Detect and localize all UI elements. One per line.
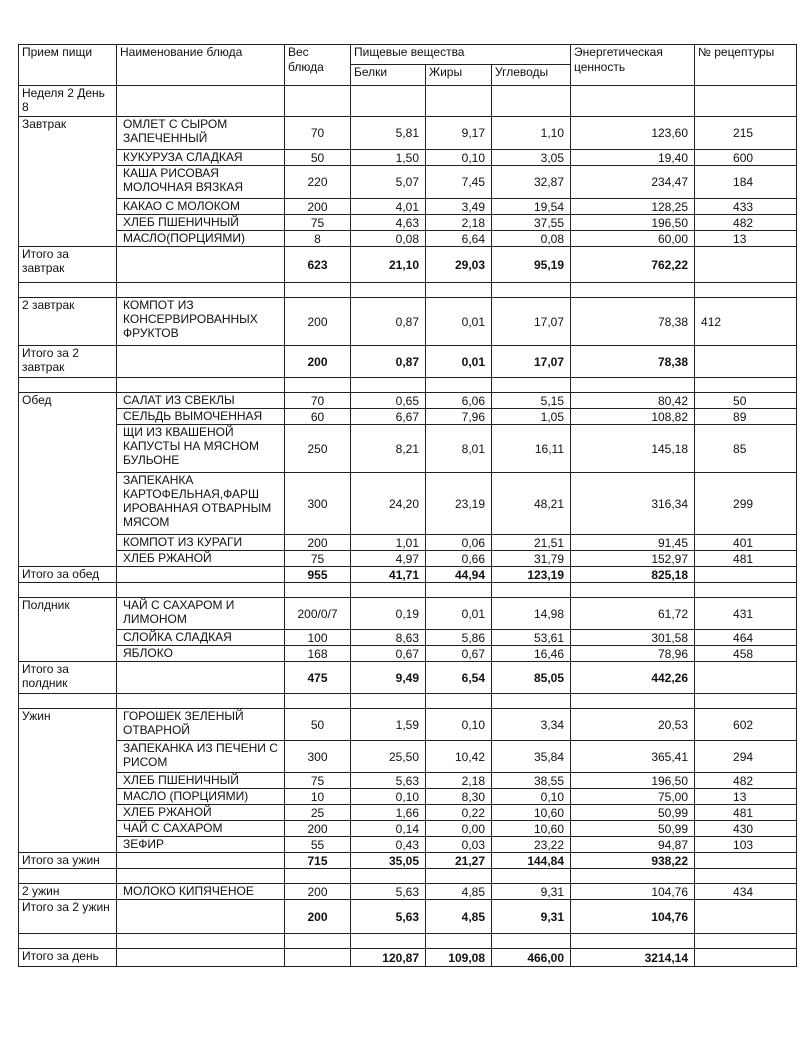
dish-energy: 19,40 (571, 150, 695, 166)
dish-fat: 0,06 (426, 535, 492, 551)
dish-weight: 8 (285, 231, 351, 247)
meal-total-row (19, 247, 797, 283)
dish-row (19, 773, 797, 789)
dish-row (19, 805, 797, 821)
dish-protein: 5,07 (351, 166, 426, 199)
meal-total-fat: 4,85 (426, 900, 492, 934)
meal-name: Завтрак (19, 117, 117, 247)
dish-recipe-number: 299 (695, 473, 797, 535)
dish-recipe-number: 294 (695, 741, 797, 773)
dish-protein: 5,63 (351, 773, 426, 789)
dish-carbs: 48,21 (492, 473, 571, 535)
menu-sheet (18, 44, 796, 967)
meal-total-fat: 29,03 (426, 247, 492, 283)
dish-weight: 250 (285, 425, 351, 473)
dish-protein: 0,67 (351, 646, 426, 662)
meal-total-label: Итого за обед (19, 567, 117, 583)
dish-protein: 24,20 (351, 473, 426, 535)
dish-fat: 7,96 (426, 409, 492, 425)
dish-name: ГОРОШЕК ЗЕЛЕНЫЙ ОТВАРНОЙ (117, 709, 285, 741)
dish-carbs: 23,22 (492, 837, 571, 853)
dish-energy: 316,34 (571, 473, 695, 535)
meal-total-protein: 35,05 (351, 853, 426, 869)
dish-carbs: 0,08 (492, 231, 571, 247)
dish-name: ОМЛЕТ С СЫРОМ ЗАПЕЧЕННЫЙ (117, 117, 285, 150)
dish-fat: 2,18 (426, 773, 492, 789)
dish-fat: 0,01 (426, 298, 492, 346)
meal-total-label: Итого за ужин (19, 853, 117, 869)
meal-total-carbs: 9,31 (492, 900, 571, 934)
dish-weight: 75 (285, 551, 351, 567)
dish-row (19, 215, 797, 231)
dish-recipe-number: 89 (695, 409, 797, 425)
meal-total-carbs: 123,19 (492, 567, 571, 583)
dish-protein: 6,67 (351, 409, 426, 425)
day-total-protein: 120,87 (351, 949, 426, 967)
dish-recipe-number: 85 (695, 425, 797, 473)
dish-fat: 10,42 (426, 741, 492, 773)
dish-energy: 123,60 (571, 117, 695, 150)
dish-recipe-number: 482 (695, 215, 797, 231)
dish-energy: 94,87 (571, 837, 695, 853)
dish-row (19, 199, 797, 215)
dish-fat: 0,01 (426, 598, 492, 630)
dish-row (19, 741, 797, 773)
meal-total-fat: 0,01 (426, 346, 492, 378)
dish-fat: 8,01 (426, 425, 492, 473)
dish-row (19, 231, 797, 247)
day-label-row (19, 86, 797, 117)
dish-fat: 4,85 (426, 884, 492, 900)
dish-weight: 200 (285, 199, 351, 215)
dish-energy: 78,38 (571, 298, 695, 346)
dish-protein: 1,01 (351, 535, 426, 551)
dish-energy: 196,50 (571, 773, 695, 789)
dish-weight: 220 (285, 166, 351, 199)
dish-name: ЩИ ИЗ КВАШЕНОЙ КАПУСТЫ НА МЯСНОМ БУЛЬОНЕ (117, 425, 285, 473)
dish-recipe-number: 13 (695, 789, 797, 805)
meal-total-row (19, 900, 797, 934)
dish-row (19, 598, 797, 630)
dish-protein: 8,63 (351, 630, 426, 646)
spacer-row (19, 934, 797, 949)
dish-row (19, 473, 797, 535)
dish-name: ЗЕФИР (117, 837, 285, 853)
meal-total-row (19, 346, 797, 378)
dish-energy: 128,25 (571, 199, 695, 215)
meal-total-carbs: 95,19 (492, 247, 571, 283)
dish-recipe-number: 481 (695, 805, 797, 821)
dish-weight: 200/0/7 (285, 598, 351, 630)
col-header-carbs: Углеводы (492, 65, 571, 86)
dish-carbs: 5,15 (492, 393, 571, 409)
dish-fat: 0,10 (426, 150, 492, 166)
meal-total-fat: 6,54 (426, 662, 492, 694)
dish-carbs: 16,11 (492, 425, 571, 473)
dish-protein: 0,10 (351, 789, 426, 805)
dish-name: КУКУРУЗА СЛАДКАЯ (117, 150, 285, 166)
dish-energy: 20,53 (571, 709, 695, 741)
dish-row (19, 551, 797, 567)
dish-carbs: 10,60 (492, 805, 571, 821)
meal-total-fat: 44,94 (426, 567, 492, 583)
spacer-row (19, 869, 797, 884)
dish-recipe-number: 184 (695, 166, 797, 199)
dish-name: ЯБЛОКО (117, 646, 285, 662)
dish-carbs: 38,55 (492, 773, 571, 789)
dish-weight: 300 (285, 741, 351, 773)
meal-total-weight: 475 (285, 662, 351, 694)
dish-recipe-number: 215 (695, 117, 797, 150)
dish-energy: 365,41 (571, 741, 695, 773)
meal-total-energy: 762,22 (571, 247, 695, 283)
dish-recipe-number: 103 (695, 837, 797, 853)
dish-recipe-number: 458 (695, 646, 797, 662)
meal-total-energy: 442,26 (571, 662, 695, 694)
day-total-row (19, 949, 797, 967)
spacer-row (19, 694, 797, 709)
dish-weight: 168 (285, 646, 351, 662)
meal-total-energy: 938,22 (571, 853, 695, 869)
dish-recipe-number: 602 (695, 709, 797, 741)
dish-protein: 4,97 (351, 551, 426, 567)
dish-weight: 200 (285, 298, 351, 346)
dish-protein: 4,01 (351, 199, 426, 215)
dish-row (19, 646, 797, 662)
dish-name: КАКАО С МОЛОКОМ (117, 199, 285, 215)
dish-carbs: 17,07 (492, 298, 571, 346)
meal-total-label: Итого за полдник (19, 662, 117, 694)
day-total-carbs: 466,00 (492, 949, 571, 967)
dish-protein: 5,63 (351, 884, 426, 900)
dish-carbs: 3,34 (492, 709, 571, 741)
meal-total-carbs: 144,84 (492, 853, 571, 869)
dish-fat: 7,45 (426, 166, 492, 199)
dish-name: ХЛЕБ РЖАНОЙ (117, 805, 285, 821)
dish-name: КОМПОТ ИЗ КОНСЕРВИРОВАННЫХ ФРУКТОВ (117, 298, 285, 346)
dish-weight: 100 (285, 630, 351, 646)
dish-energy: 108,82 (571, 409, 695, 425)
meal-name: 2 ужин (19, 884, 117, 900)
meal-total-energy: 825,18 (571, 567, 695, 583)
dish-fat: 0,22 (426, 805, 492, 821)
meal-total-protein: 9,49 (351, 662, 426, 694)
dish-row (19, 535, 797, 551)
dish-recipe-number: 433 (695, 199, 797, 215)
menu-table-body (19, 45, 797, 967)
dish-name: ЗАПЕКАНКА КАРТОФЕЛЬНАЯ,ФАРШ ИРОВАННАЯ ОТВАРНЫМ МЯСОМ (117, 473, 285, 535)
dish-name: ХЛЕБ РЖАНОЙ (117, 551, 285, 567)
meal-name: Полдник (19, 598, 117, 662)
dish-energy: 145,18 (571, 425, 695, 473)
dish-recipe-number: 430 (695, 821, 797, 837)
dish-protein: 0,87 (351, 298, 426, 346)
dish-protein: 0,65 (351, 393, 426, 409)
dish-name: САЛАТ ИЗ СВЕКЛЫ (117, 393, 285, 409)
meal-total-weight: 200 (285, 346, 351, 378)
dish-protein: 8,21 (351, 425, 426, 473)
dish-carbs: 31,79 (492, 551, 571, 567)
dish-protein: 0,43 (351, 837, 426, 853)
dish-protein: 25,50 (351, 741, 426, 773)
dish-protein: 1,50 (351, 150, 426, 166)
dish-protein: 1,66 (351, 805, 426, 821)
dish-weight: 50 (285, 709, 351, 741)
dish-fat: 0,03 (426, 837, 492, 853)
dish-row (19, 789, 797, 805)
dish-energy: 152,97 (571, 551, 695, 567)
dish-recipe-number: 50 (695, 393, 797, 409)
dish-recipe-number: 482 (695, 773, 797, 789)
meal-total-protein: 21,10 (351, 247, 426, 283)
dish-row (19, 884, 797, 900)
dish-protein: 4,63 (351, 215, 426, 231)
meal-total-weight: 955 (285, 567, 351, 583)
col-header-nutrients: Пищевые вещества (351, 45, 571, 65)
dish-weight: 60 (285, 409, 351, 425)
dish-energy: 50,99 (571, 821, 695, 837)
dish-recipe-number: 434 (695, 884, 797, 900)
dish-name: МОЛОКО КИПЯЧЕНОЕ (117, 884, 285, 900)
meal-total-protein: 41,71 (351, 567, 426, 583)
meal-total-label: Итого за 2 ужин (19, 900, 117, 934)
meal-total-protein: 5,63 (351, 900, 426, 934)
meal-total-energy: 78,38 (571, 346, 695, 378)
col-header-energy: Энергетическая ценность (571, 45, 695, 86)
dish-carbs: 3,05 (492, 150, 571, 166)
day-label: Неделя 2 День 8 (19, 86, 117, 117)
dish-fat: 5,86 (426, 630, 492, 646)
dish-carbs: 16,46 (492, 646, 571, 662)
dish-carbs: 21,51 (492, 535, 571, 551)
dish-row (19, 630, 797, 646)
dish-energy: 61,72 (571, 598, 695, 630)
dish-fat: 6,06 (426, 393, 492, 409)
dish-name: СЕЛЬДЬ ВЫМОЧЕННАЯ (117, 409, 285, 425)
dish-energy: 80,42 (571, 393, 695, 409)
col-header-meal: Прием пищи (19, 45, 117, 86)
day-total-energy: 3214,14 (571, 949, 695, 967)
dish-fat: 0,00 (426, 821, 492, 837)
meal-total-row (19, 662, 797, 694)
dish-carbs: 10,60 (492, 821, 571, 837)
dish-carbs: 1,10 (492, 117, 571, 150)
dish-carbs: 9,31 (492, 884, 571, 900)
dish-row (19, 409, 797, 425)
dish-name: ХЛЕБ ПШЕНИЧНЫЙ (117, 773, 285, 789)
dish-fat: 2,18 (426, 215, 492, 231)
dish-weight: 75 (285, 773, 351, 789)
dish-weight: 70 (285, 393, 351, 409)
meal-total-label: Итого за 2 завтрак (19, 346, 117, 378)
meal-total-row (19, 853, 797, 869)
meal-total-label: Итого за завтрак (19, 247, 117, 283)
day-total-label: Итого за день (19, 949, 117, 967)
dish-carbs: 35,84 (492, 741, 571, 773)
dish-row (19, 821, 797, 837)
meal-name: 2 завтрак (19, 298, 117, 346)
dish-weight: 25 (285, 805, 351, 821)
dish-protein: 1,59 (351, 709, 426, 741)
dish-weight: 55 (285, 837, 351, 853)
dish-energy: 75,00 (571, 789, 695, 805)
dish-carbs: 32,87 (492, 166, 571, 199)
dish-recipe-number: 13 (695, 231, 797, 247)
dish-recipe-number: 600 (695, 150, 797, 166)
dish-fat: 3,49 (426, 199, 492, 215)
dish-energy: 104,76 (571, 884, 695, 900)
dish-energy: 234,47 (571, 166, 695, 199)
dish-weight: 200 (285, 535, 351, 551)
meal-total-fat: 21,27 (426, 853, 492, 869)
dish-protein: 0,14 (351, 821, 426, 837)
dish-carbs: 37,55 (492, 215, 571, 231)
dish-row (19, 117, 797, 150)
dish-carbs: 1,05 (492, 409, 571, 425)
dish-name: МАСЛО(ПОРЦИЯМИ) (117, 231, 285, 247)
menu-table (18, 44, 797, 967)
dish-fat: 6,64 (426, 231, 492, 247)
dish-name: СЛОЙКА СЛАДКАЯ (117, 630, 285, 646)
dish-energy: 60,00 (571, 231, 695, 247)
dish-weight: 10 (285, 789, 351, 805)
dish-protein: 5,81 (351, 117, 426, 150)
dish-recipe-number: 431 (695, 598, 797, 630)
col-header-weight: Вес блюда (285, 45, 351, 86)
dish-fat: 0,66 (426, 551, 492, 567)
col-header-recipe: № рецептуры (695, 45, 797, 86)
dish-carbs: 0,10 (492, 789, 571, 805)
dish-carbs: 53,61 (492, 630, 571, 646)
day-total-fat: 109,08 (426, 949, 492, 967)
dish-name: КАША РИСОВАЯ МОЛОЧНАЯ ВЯЗКАЯ (117, 166, 285, 199)
dish-row (19, 393, 797, 409)
dish-name: КОМПОТ ИЗ КУРАГИ (117, 535, 285, 551)
meal-total-carbs: 17,07 (492, 346, 571, 378)
dish-weight: 75 (285, 215, 351, 231)
dish-energy: 78,96 (571, 646, 695, 662)
dish-fat: 0,67 (426, 646, 492, 662)
dish-row (19, 298, 797, 346)
dish-recipe-number: 412 (695, 298, 797, 346)
header-row (19, 45, 797, 65)
dish-fat: 23,19 (426, 473, 492, 535)
meal-total-carbs: 85,05 (492, 662, 571, 694)
meal-total-energy: 104,76 (571, 900, 695, 934)
col-header-protein: Белки (351, 65, 426, 86)
dish-energy: 196,50 (571, 215, 695, 231)
meal-total-weight: 623 (285, 247, 351, 283)
dish-carbs: 14,98 (492, 598, 571, 630)
col-header-fat: Жиры (426, 65, 492, 86)
dish-weight: 300 (285, 473, 351, 535)
spacer-row (19, 583, 797, 598)
spacer-row (19, 283, 797, 298)
dish-row (19, 166, 797, 199)
dish-recipe-number: 464 (695, 630, 797, 646)
meal-name: Обед (19, 393, 117, 567)
dish-energy: 50,99 (571, 805, 695, 821)
dish-energy: 301,58 (571, 630, 695, 646)
dish-row (19, 150, 797, 166)
meal-name: Ужин (19, 709, 117, 853)
dish-name: МАСЛО (ПОРЦИЯМИ) (117, 789, 285, 805)
dish-row (19, 709, 797, 741)
meal-total-weight: 200 (285, 900, 351, 934)
dish-recipe-number: 401 (695, 535, 797, 551)
col-header-dish: Наименование блюда (117, 45, 285, 86)
dish-energy: 91,45 (571, 535, 695, 551)
dish-row (19, 837, 797, 853)
dish-weight: 200 (285, 821, 351, 837)
dish-fat: 0,10 (426, 709, 492, 741)
dish-name: ХЛЕБ ПШЕНИЧНЫЙ (117, 215, 285, 231)
meal-total-weight: 715 (285, 853, 351, 869)
dish-carbs: 19,54 (492, 199, 571, 215)
dish-fat: 9,17 (426, 117, 492, 150)
dish-fat: 8,30 (426, 789, 492, 805)
meal-total-row (19, 567, 797, 583)
dish-weight: 200 (285, 884, 351, 900)
dish-name: ЗАПЕКАНКА ИЗ ПЕЧЕНИ С РИСОМ (117, 741, 285, 773)
dish-name: ЧАЙ С САХАРОМ (117, 821, 285, 837)
spacer-row (19, 378, 797, 393)
dish-row (19, 425, 797, 473)
dish-weight: 50 (285, 150, 351, 166)
dish-recipe-number: 481 (695, 551, 797, 567)
dish-protein: 0,08 (351, 231, 426, 247)
meal-total-protein: 0,87 (351, 346, 426, 378)
dish-weight: 70 (285, 117, 351, 150)
dish-protein: 0,19 (351, 598, 426, 630)
dish-name: ЧАЙ С САХАРОМ И ЛИМОНОМ (117, 598, 285, 630)
